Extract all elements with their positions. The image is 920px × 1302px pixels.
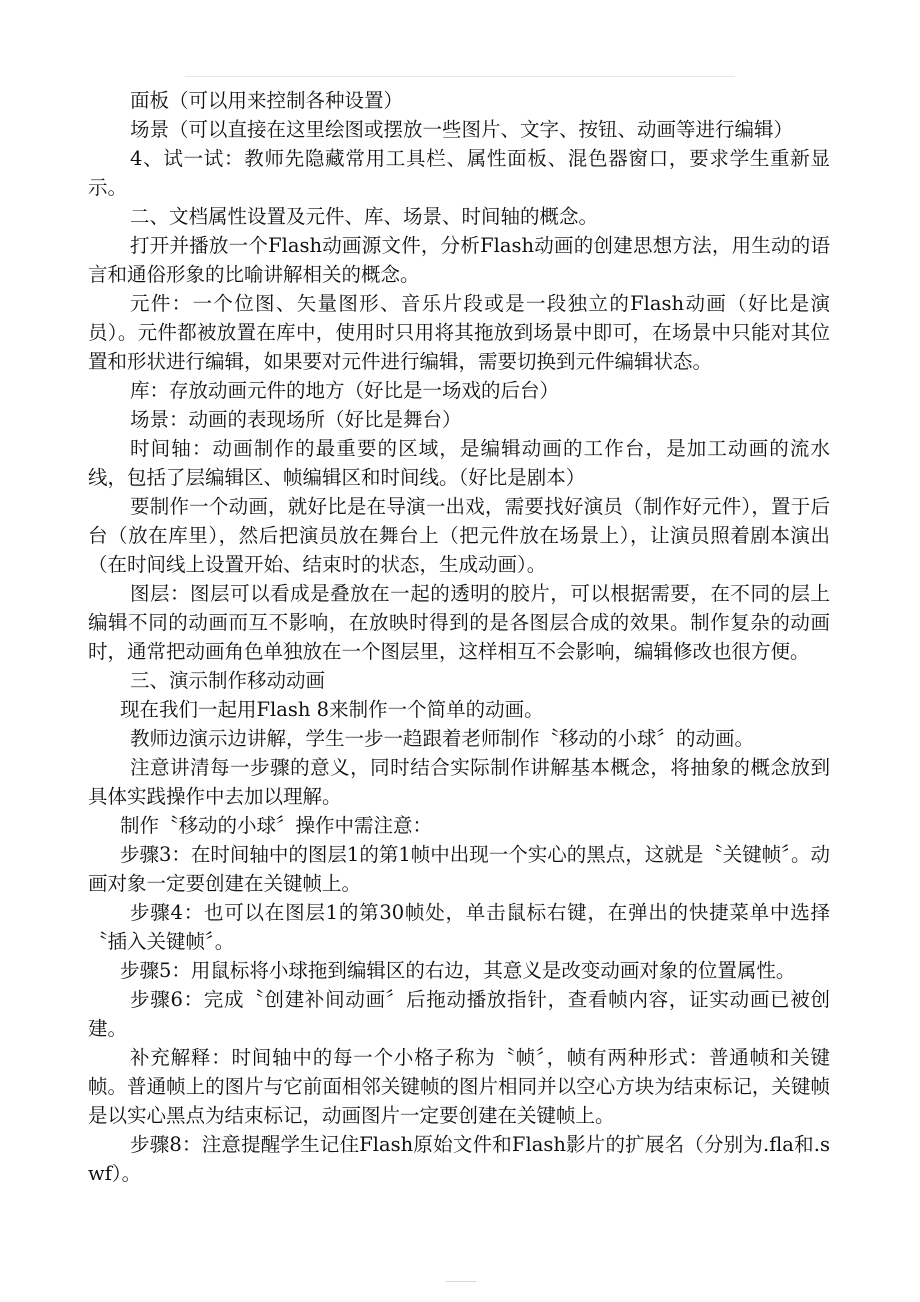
paragraph-supplement: 补充解释：时间轴中的每一个小格子称为〝帧〞，帧有两种形式：普通帧和关键帧。普通帧上的图片与它前面相邻关键帧的图片相同并以空心方块为结束标记，关键帧是以实心黑点为结束标记，动画图片一定要创建在关键帧上。 [88,1046,830,1127]
paragraph-symbol: 元件：一个位图、矢量图形、音乐片段或是一段独立的Flash动画（好比是演员）。元件都被放置在库中，使用时只用将其拖放到场景中即可，在场景中只能对其位置和形状进行编辑，如果要对元件进行编辑，需要切换到元件编辑状态。 [88,292,830,373]
section-heading-2: 二、文档属性设置及元件、库、场景、时间轴的概念。 [130,205,599,228]
section-heading-3: 三、演示制作移动动画 [130,669,326,692]
paragraph-analogy: 要制作一个动画，就好比是在导演一出戏，需要找好演员（制作好元件），置于后台（放在库里），然后把演员放在舞台上（把元件放在场景上），让演员照着剧本演出（在时间线上设置开始、结束时的状态，生成动画）。 [88,495,830,576]
paragraph-notes: 制作〝移动的小球〞操作中需注意： [120,814,433,837]
document-body [88,86,830,1188]
paragraph-open-flash: 打开并播放一个Flash动画源文件，分析Flash动画的创建思想方法，用生动的语言和通俗形象的比喻讲解相关的概念。 [88,234,830,286]
paragraph-timeline: 时间轴：动画制作的最重要的区域，是编辑动画的工作台，是加工动画的流水线，包括了层编辑区、帧编辑区和时间线。（好比是剧本） [88,437,830,489]
paragraph-panel: 面板（可以用来控制各种设置） [130,89,404,112]
paragraph-explain: 注意讲清每一步骤的意义，同时结合实际制作讲解基本概念，将抽象的概念放到具体实践操作中去加以理解。 [88,756,830,808]
paragraph-scene: 场景：动画的表现场所（好比是舞台） [130,408,462,431]
footer-mark [446,1281,476,1282]
paragraph-demo: 教师边演示边讲解，学生一步一趋跟着老师制作〝移动的小球〞的动画。 [130,727,755,750]
paragraph-flash8: 现在我们一起用Flash 8来制作一个简单的动画。 [120,698,544,721]
paragraph-try-it: 4、试一试：教师先隐藏常用工具栏、属性面板、混色器窗口，要求学生重新显示。 [88,147,830,199]
paragraph-step-3: 步骤3：在时间轴中的图层1的第1帧中出现一个实心的黑点，这就是〝关键帧〞。动画对象一定要创建在关键帧上。 [88,843,830,895]
paragraph-step-5: 步骤5：用鼠标将小球拖到编辑区的右边，其意义是改变动画对象的位置属性。 [120,959,796,982]
paragraph-scene-intro: 场景（可以直接在这里绘图或摆放一些图片、文字、按钮、动画等进行编辑） [130,118,794,141]
paragraph-step-8: 步骤8：注意提醒学生记住Flash原始文件和Flash影片的扩展名（分别为.fla和.swf）。 [88,1133,830,1185]
paragraph-step-6: 步骤6：完成〝创建补间动画〞后拖动播放指针，查看帧内容，证实动画已被创建。 [88,988,830,1040]
paragraph-layer: 图层：图层可以看成是叠放在一起的透明的胶片，可以根据需要，在不同的层上编辑不同的动画而互不影响，在放映时得到的是各图层合成的效果。制作复杂的动画时，通常把动画角色单独放在一个图层里，这样相互不会影响，编辑修改也很方便。 [88,582,830,663]
paragraph-library: 库：存放动画元件的地方（好比是一场戏的后台） [130,379,560,402]
paragraph-step-4: 步骤4：也可以在图层1的第30帧处，单击鼠标右键，在弹出的快捷菜单中选择〝插入关键帧〞。 [88,901,830,953]
header-rule [185,76,735,77]
